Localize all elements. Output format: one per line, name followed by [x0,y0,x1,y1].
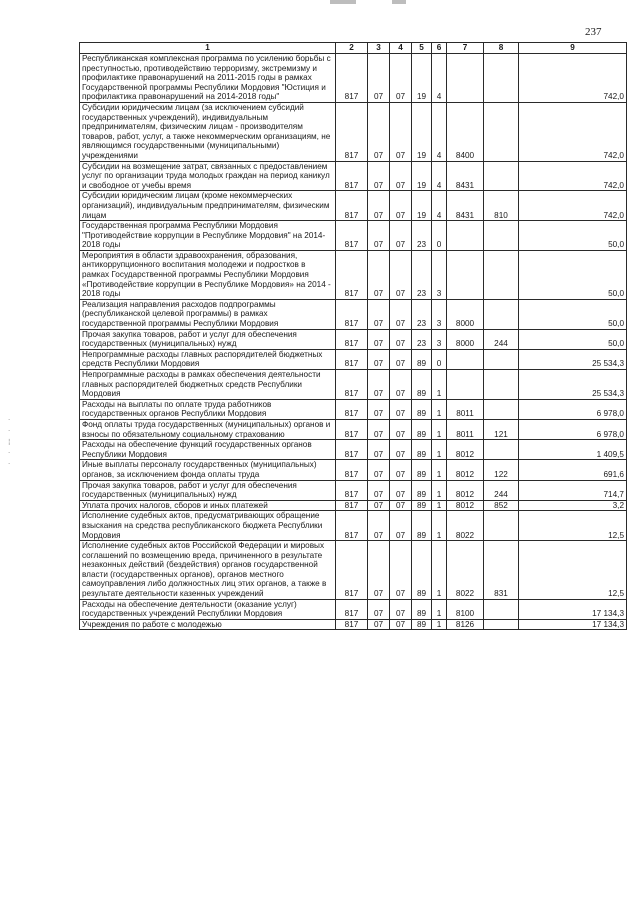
direction-code: 8100 [447,599,484,619]
expense-name: Непрограммные расходы главных распорядителей бюджетных средств Республики Мордовия [80,349,336,369]
expense-name: Фонд оплаты труда государственных (муниципальных) органов и взносы по обязательному социальному страхованию [80,419,336,439]
expense-type-code: 852 [484,500,519,511]
direction-code: 8400 [447,102,484,161]
amount: 50,0 [519,299,627,329]
table-row [80,511,627,541]
amount: 6 978,0 [519,399,627,419]
amount: 6 978,0 [519,419,627,439]
program-code: 19 [412,102,432,161]
ministry-code: 817 [336,619,368,630]
direction-code: 8011 [447,399,484,419]
expense-name: Учреждения по работе с молодежью [80,619,336,630]
ministry-code: 817 [336,500,368,511]
program-code: 89 [412,460,432,480]
subsection-code: 07 [390,460,412,480]
column-header: 2 [336,43,368,54]
ministry-code: 817 [336,480,368,500]
expense-type-code: 244 [484,329,519,349]
ministry-code: 817 [336,511,368,541]
direction-code: 8012 [447,500,484,511]
direction-code [447,221,484,251]
table-row [80,250,627,299]
section-code: 07 [368,54,390,103]
subprogram-code: 1 [432,399,447,419]
column-header: 1 [80,43,336,54]
expense-type-code: 244 [484,480,519,500]
direction-code: 8022 [447,541,484,600]
table-row [80,541,627,600]
direction-code: 8000 [447,299,484,329]
direction-code: 8431 [447,191,484,221]
table-row [80,460,627,480]
ministry-code: 817 [336,299,368,329]
program-code: 89 [412,349,432,369]
section-code: 07 [368,191,390,221]
subsection-code: 07 [390,161,412,191]
section-code: 07 [368,440,390,460]
table-row [80,500,627,511]
page-number: 237 [585,26,602,38]
expense-name: Иные выплаты персоналу государственных (муниципальных) органов, за исключением фонда оплаты труда [80,460,336,480]
ministry-code: 817 [336,541,368,600]
subprogram-code: 0 [432,349,447,369]
amount: 17 134,3 [519,619,627,630]
program-code: 89 [412,619,432,630]
direction-code: 8431 [447,161,484,191]
table-row [80,399,627,419]
ministry-code: 817 [336,440,368,460]
direction-code: 8022 [447,511,484,541]
table-row [80,329,627,349]
subsection-code: 07 [390,349,412,369]
section-code: 07 [368,419,390,439]
table-row [80,102,627,161]
subprogram-code: 1 [432,370,447,400]
section-code: 07 [368,250,390,299]
subprogram-code: 4 [432,102,447,161]
program-code: 89 [412,500,432,511]
subprogram-code: 3 [432,299,447,329]
subprogram-code: 3 [432,250,447,299]
column-header: 5 [412,43,432,54]
section-code: 07 [368,102,390,161]
program-code: 19 [412,54,432,103]
ministry-code: 817 [336,161,368,191]
ministry-code: 817 [336,399,368,419]
expense-name: Уплата прочих налогов, сборов и иных платежей [80,500,336,511]
subprogram-code: 1 [432,460,447,480]
subsection-code: 07 [390,419,412,439]
program-code: 23 [412,329,432,349]
column-header: 9 [519,43,627,54]
table-row [80,440,627,460]
program-code: 19 [412,191,432,221]
ministry-code: 817 [336,54,368,103]
program-code: 23 [412,221,432,251]
expense-type-code [484,54,519,103]
scan-artifact [392,0,406,4]
expense-name: Расходы на обеспечение функций государственных органов Республики Мордовия [80,440,336,460]
margin-marks: · · ¦ · · [8,416,11,468]
direction-code: 8012 [447,480,484,500]
subsection-code: 07 [390,440,412,460]
table-row [80,480,627,500]
program-code: 89 [412,440,432,460]
direction-code [447,250,484,299]
column-header: 8 [484,43,519,54]
subprogram-code: 4 [432,54,447,103]
ministry-code: 817 [336,370,368,400]
subsection-code: 07 [390,221,412,251]
direction-code: 8000 [447,329,484,349]
amount: 742,0 [519,191,627,221]
expense-type-code [484,399,519,419]
section-code: 07 [368,299,390,329]
expense-type-code [484,511,519,541]
subsection-code: 07 [390,191,412,221]
expense-type-code [484,221,519,251]
expense-type-code: 831 [484,541,519,600]
column-header: 6 [432,43,447,54]
table-row [80,221,627,251]
amount: 691,6 [519,460,627,480]
subprogram-code: 1 [432,419,447,439]
expense-type-code: 810 [484,191,519,221]
subprogram-code: 1 [432,480,447,500]
expense-name: Субсидии юридическим лицам (за исключением субсидий государственных учреждений), индивидуальным предпринимателям, физическим лицам - производителям товаров, работ, услуг, а также некоммерческим организациям, не являющимся государственными (муниципальными) учреждениями [80,102,336,161]
section-code: 07 [368,599,390,619]
expense-name: Расходы на обеспечение деятельности (оказание услуг) государственных учреждений Республики Мордовия [80,599,336,619]
program-code: 23 [412,299,432,329]
subprogram-code: 4 [432,161,447,191]
budget-table [79,42,627,630]
column-number-row [80,43,627,54]
subsection-code: 07 [390,299,412,329]
table-row [80,419,627,439]
expense-type-code [484,440,519,460]
amount: 714,7 [519,480,627,500]
section-code: 07 [368,399,390,419]
section-code: 07 [368,370,390,400]
subsection-code: 07 [390,250,412,299]
expense-name: Исполнение судебных актов, предусматривающих обращение взыскания на средства республиканского бюджета Республики Мордовия [80,511,336,541]
ministry-code: 817 [336,599,368,619]
subsection-code: 07 [390,541,412,600]
subprogram-code: 1 [432,541,447,600]
subsection-code: 07 [390,619,412,630]
amount: 50,0 [519,221,627,251]
subsection-code: 07 [390,511,412,541]
direction-code [447,370,484,400]
expense-name: Мероприятия в области здравоохранения, образования, антикоррупционного воспитания молодежи и подростков в рамках Государственной программы Республики Мордовия «Противодействие коррупции в Республике Мордовия» на 2014 - 2018 годы [80,250,336,299]
expense-name: Республиканская комплексная программа по усилению борьбы с преступностью, противодействию терроризму, экстремизму и профилактике правонарушений на 2011-2015 годы в рамках Государственной программы Республики Мордовия "Юстиция и профилактика правонарушений на 2014-2018 годы" [80,54,336,103]
table-row [80,191,627,221]
direction-code: 8012 [447,440,484,460]
column-header: 7 [447,43,484,54]
column-header: 3 [368,43,390,54]
program-code: 89 [412,599,432,619]
scan-artifact [330,0,356,4]
subprogram-code: 3 [432,329,447,349]
ministry-code: 817 [336,349,368,369]
subsection-code: 07 [390,54,412,103]
subsection-code: 07 [390,480,412,500]
section-code: 07 [368,221,390,251]
ministry-code: 817 [336,250,368,299]
amount: 12,5 [519,511,627,541]
expense-type-code [484,619,519,630]
amount: 17 134,3 [519,599,627,619]
amount: 742,0 [519,102,627,161]
expense-name: Реализация направления расходов подпрограммы (республиканской целевой программы) в рамках государственной программы Республики Мордовия [80,299,336,329]
expense-name: Государственная программа Республики Мордовия "Противодействие коррупции в Республике Мордовия" на 2014-2018 годы [80,221,336,251]
program-code: 89 [412,370,432,400]
amount: 742,0 [519,54,627,103]
expense-name: Непрограммные расходы в рамках обеспечения деятельности главных распорядителей бюджетных средств Республики Мордовия [80,370,336,400]
amount: 25 534,3 [519,370,627,400]
column-header: 4 [390,43,412,54]
section-code: 07 [368,460,390,480]
subprogram-code: 4 [432,191,447,221]
section-code: 07 [368,541,390,600]
ministry-code: 817 [336,419,368,439]
ministry-code: 817 [336,221,368,251]
amount: 50,0 [519,329,627,349]
amount: 50,0 [519,250,627,299]
subprogram-code: 1 [432,440,447,460]
expense-name: Прочая закупка товаров, работ и услуг для обеспечения государственных (муниципальных) нужд [80,329,336,349]
expense-type-code [484,102,519,161]
amount: 12,5 [519,541,627,600]
ministry-code: 817 [336,102,368,161]
subsection-code: 07 [390,399,412,419]
subsection-code: 07 [390,329,412,349]
table-row [80,54,627,103]
subprogram-code: 1 [432,511,447,541]
expense-type-code [484,299,519,329]
expense-name: Исполнение судебных актов Российской Федерации и мировых соглашений по возмещению вреда, причиненного в результате незаконных действий (бездействия) органов государственной власти (государственных органов), органов местного самоуправления либо должностных лиц этих органов, а также в результате деятельности казенных учреждений [80,541,336,600]
subprogram-code: 0 [432,221,447,251]
section-code: 07 [368,349,390,369]
amount: 25 534,3 [519,349,627,369]
table-row [80,370,627,400]
section-code: 07 [368,500,390,511]
expense-name: Субсидии на возмещение затрат, связанных с предоставлением услуг по организации труда молодых граждан на период каникул и свободное от учебы время [80,161,336,191]
expense-name: Расходы на выплаты по оплате труда работников государственных органов Республики Мордовия [80,399,336,419]
expense-type-code [484,161,519,191]
subprogram-code: 1 [432,599,447,619]
expense-name: Прочая закупка товаров, работ и услуг для обеспечения государственных (муниципальных) нужд [80,480,336,500]
program-code: 89 [412,480,432,500]
expense-type-code [484,250,519,299]
program-code: 19 [412,161,432,191]
expense-type-code [484,349,519,369]
section-code: 07 [368,329,390,349]
expense-name: Субсидии юридическим лицам (кроме некоммерческих организаций), индивидуальным предпринимателям, физическим лицам [80,191,336,221]
expense-type-code [484,370,519,400]
table-row [80,619,627,630]
section-code: 07 [368,619,390,630]
table-row [80,599,627,619]
subsection-code: 07 [390,370,412,400]
direction-code [447,54,484,103]
program-code: 89 [412,511,432,541]
program-code: 23 [412,250,432,299]
table-row [80,349,627,369]
amount: 3,2 [519,500,627,511]
direction-code: 8012 [447,460,484,480]
subsection-code: 07 [390,500,412,511]
subprogram-code: 1 [432,619,447,630]
program-code: 89 [412,399,432,419]
direction-code: 8011 [447,419,484,439]
expense-type-code [484,599,519,619]
subsection-code: 07 [390,102,412,161]
subsection-code: 07 [390,599,412,619]
table-row [80,161,627,191]
expense-type-code: 121 [484,419,519,439]
section-code: 07 [368,511,390,541]
section-code: 07 [368,480,390,500]
program-code: 89 [412,419,432,439]
amount: 742,0 [519,161,627,191]
subprogram-code: 1 [432,500,447,511]
amount: 1 409,5 [519,440,627,460]
ministry-code: 817 [336,191,368,221]
expense-type-code: 122 [484,460,519,480]
direction-code [447,349,484,369]
ministry-code: 817 [336,460,368,480]
ministry-code: 817 [336,329,368,349]
table-row [80,299,627,329]
direction-code: 8126 [447,619,484,630]
program-code: 89 [412,541,432,600]
section-code: 07 [368,161,390,191]
